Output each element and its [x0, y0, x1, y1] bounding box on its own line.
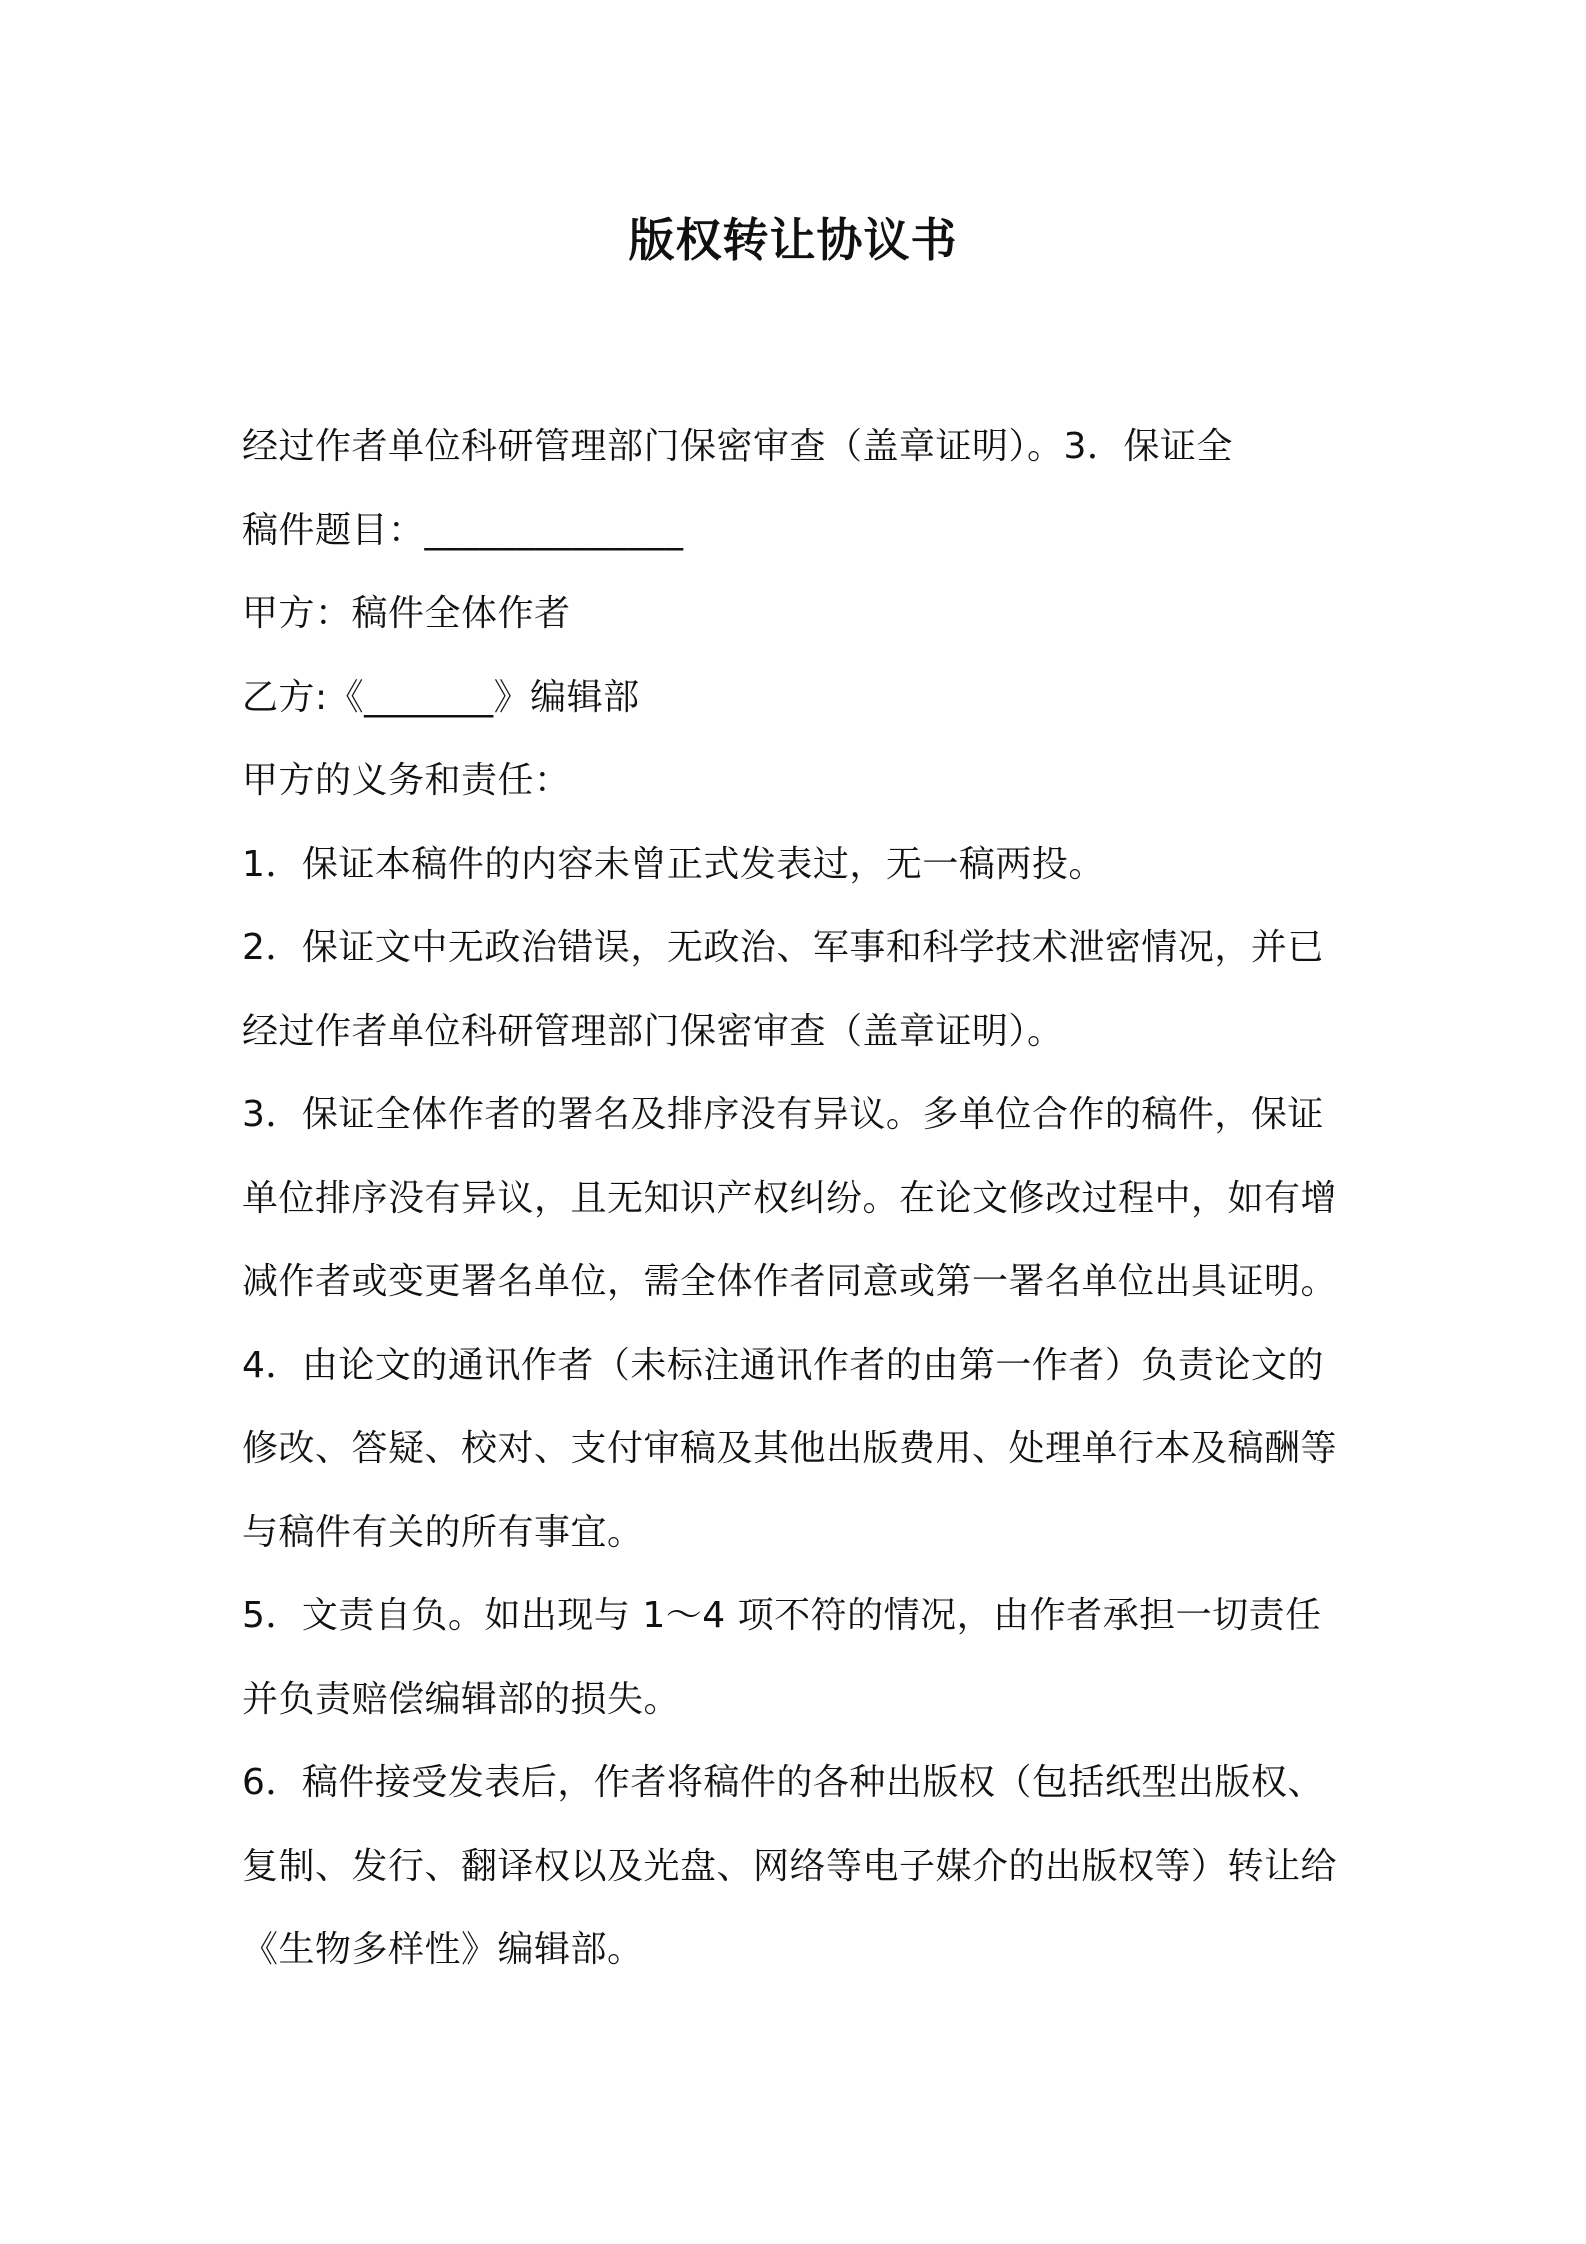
body-line: 并负责赔偿编辑部的损失。	[242, 1678, 681, 1720]
body-line: 修改、答疑、校对、支付审稿及其他出版费用、处理单行本及稿酬等	[242, 1428, 1338, 1469]
party-a-line: 甲方：稿件全体作者	[242, 593, 571, 634]
body-line: 经过作者单位科研管理部门保密审查（盖章证明）。3．保证全	[242, 426, 1233, 467]
body-line: 1．保证本稿件的内容未曾正式发表过，无一稿两投。	[242, 843, 1105, 885]
body-line: 与稿件有关的所有事宜。	[242, 1511, 644, 1553]
body-line: 4．由论文的通讯作者（未标注通讯作者的由第一作者）负责论文的	[242, 1344, 1324, 1386]
body-line: 减作者或变更署名单位，需全体作者同意或第一署名单位出具证明。	[242, 1261, 1338, 1302]
party-b-line: 乙方:《_______》编辑部	[242, 676, 640, 718]
body-line: 5．文责自负。如出现与 1～4 项不符的情况，由作者承担一切责任	[242, 1595, 1322, 1636]
body-line: 单位排序没有异议，且无知识产权纠纷。在论文修改过程中，如有增	[242, 1177, 1338, 1219]
body-line: 经过作者单位科研管理部门保密审查（盖章证明）。	[242, 1010, 1064, 1052]
body-line: 2．保证文中无政治错误，无政治、军事和科学技术泄密情况，并已	[242, 927, 1324, 968]
manuscript-title-line: 稿件题目：______________	[242, 509, 684, 551]
document-body	[242, 405, 1362, 1992]
obligations-heading: 甲方的义务和责任：	[242, 760, 571, 801]
body-line: 3．保证全体作者的署名及排序没有异议。多单位合作的稿件，保证	[242, 1094, 1324, 1135]
document-title: 版权转让协议书	[628, 213, 958, 267]
body-line: 复制、发行、翻译权以及光盘、网络等电子媒介的出版权等）转让给	[242, 1845, 1338, 1887]
body-line: 6．稿件接受发表后，作者将稿件的各种出版权（包括纸型出版权、	[242, 1762, 1324, 1803]
body-line: 《生物多样性》编辑部。	[242, 1929, 644, 1970]
